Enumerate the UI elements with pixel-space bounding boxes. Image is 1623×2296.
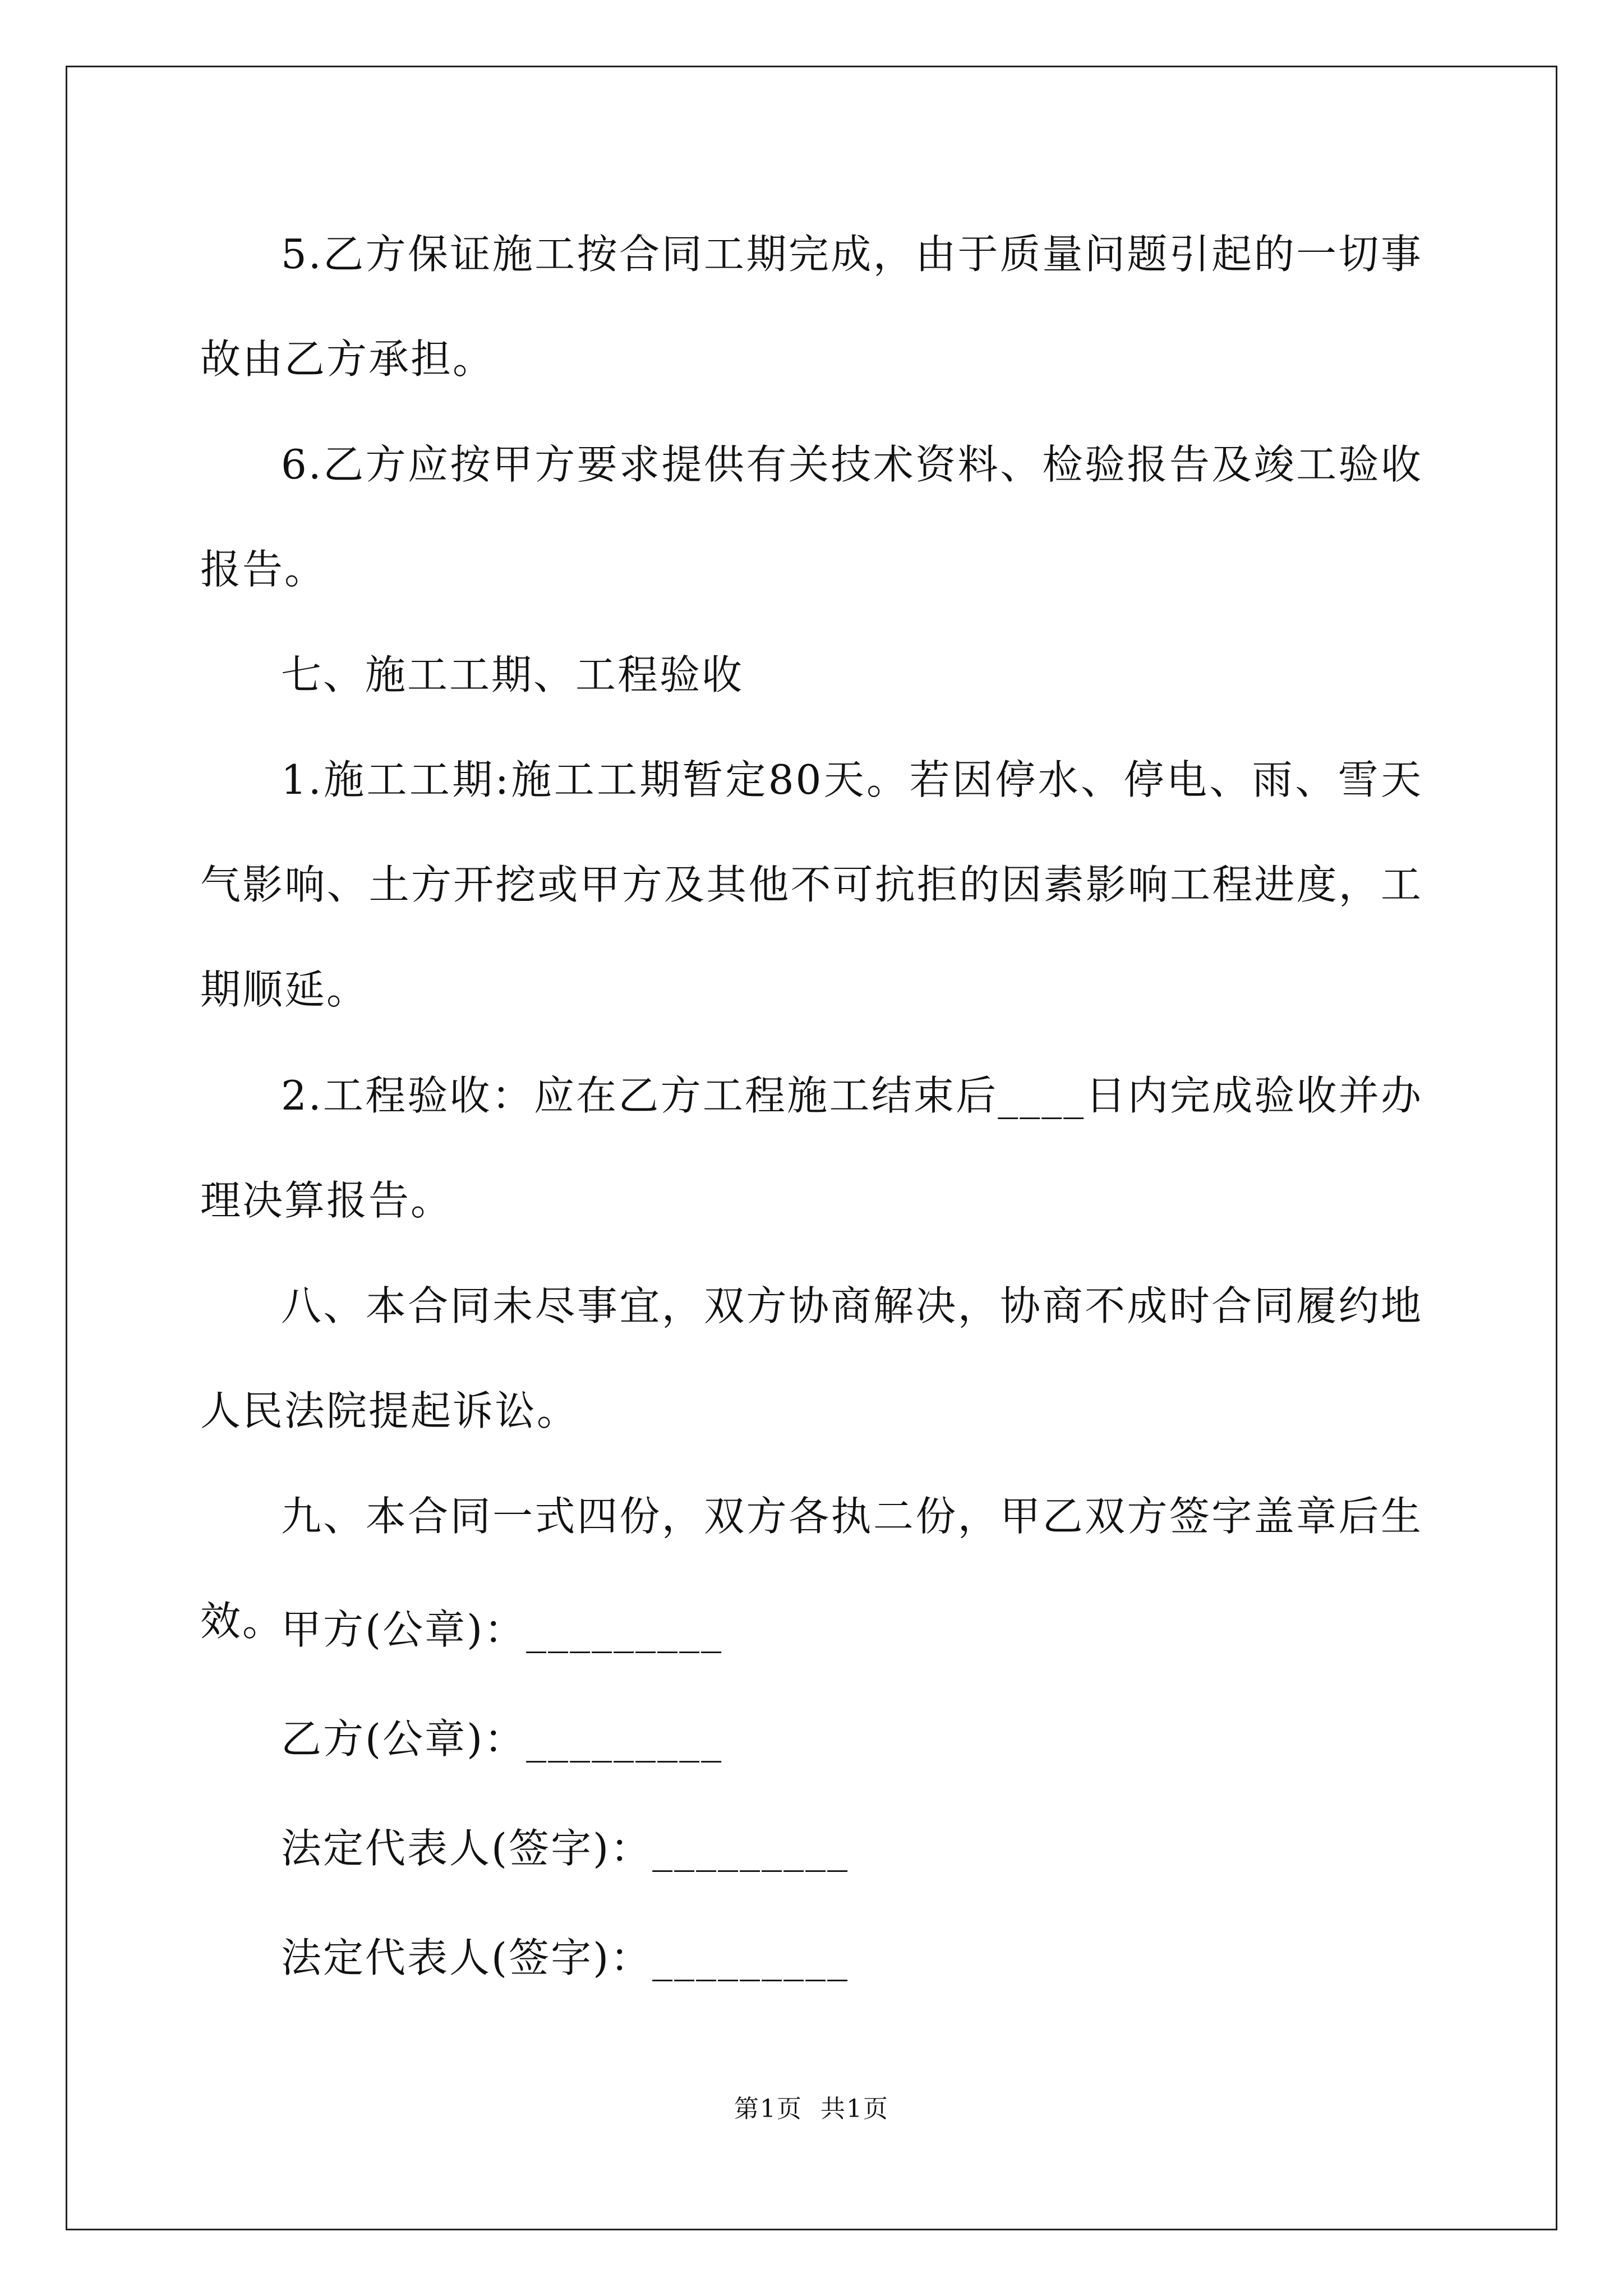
section-8-paragraph: 八、本合同未尽事宜，双方协商解决，协商不成时合同履约地人民法院提起诉讼。	[200, 1282, 1423, 1434]
legal-rep-signature-line-1: 法定代表人(签字)：_________	[281, 1825, 850, 1872]
party-b-seal-line: 乙方(公章)：_________	[281, 1715, 723, 1763]
section-9-paragraph: 九、本合同一式四份，双方各执二份，甲乙双方签字盖章后生效。	[200, 1493, 1423, 1645]
clause-7-1-paragraph: 1.施工工期:施工工期暂定80天。若因停水、停电、雨、雪天气影响、土方开挖或甲方及其他不可抗拒的因素影响工程进度，工期顺延。	[200, 756, 1423, 1013]
clause-6-paragraph: 6.乙方应按甲方要求提供有关技术资料、检验报告及竣工验收报告。	[200, 441, 1423, 593]
section-7-heading: 七、施工工期、工程验收	[281, 651, 744, 698]
clause-5-paragraph: 5.乙方保证施工按合同工期完成，由于质量问题引起的一切事故由乙方承担。	[200, 231, 1423, 383]
clause-7-2-paragraph: 2.工程验收：应在乙方工程施工结束后____日内完成验收并办理决算报告。	[200, 1072, 1423, 1224]
page-number-footer: 第1页 共1页	[734, 2095, 889, 2123]
legal-rep-signature-line-2: 法定代表人(签字)：_________	[281, 1934, 850, 1981]
party-a-seal-line: 甲方(公章)：_________	[281, 1606, 723, 1653]
